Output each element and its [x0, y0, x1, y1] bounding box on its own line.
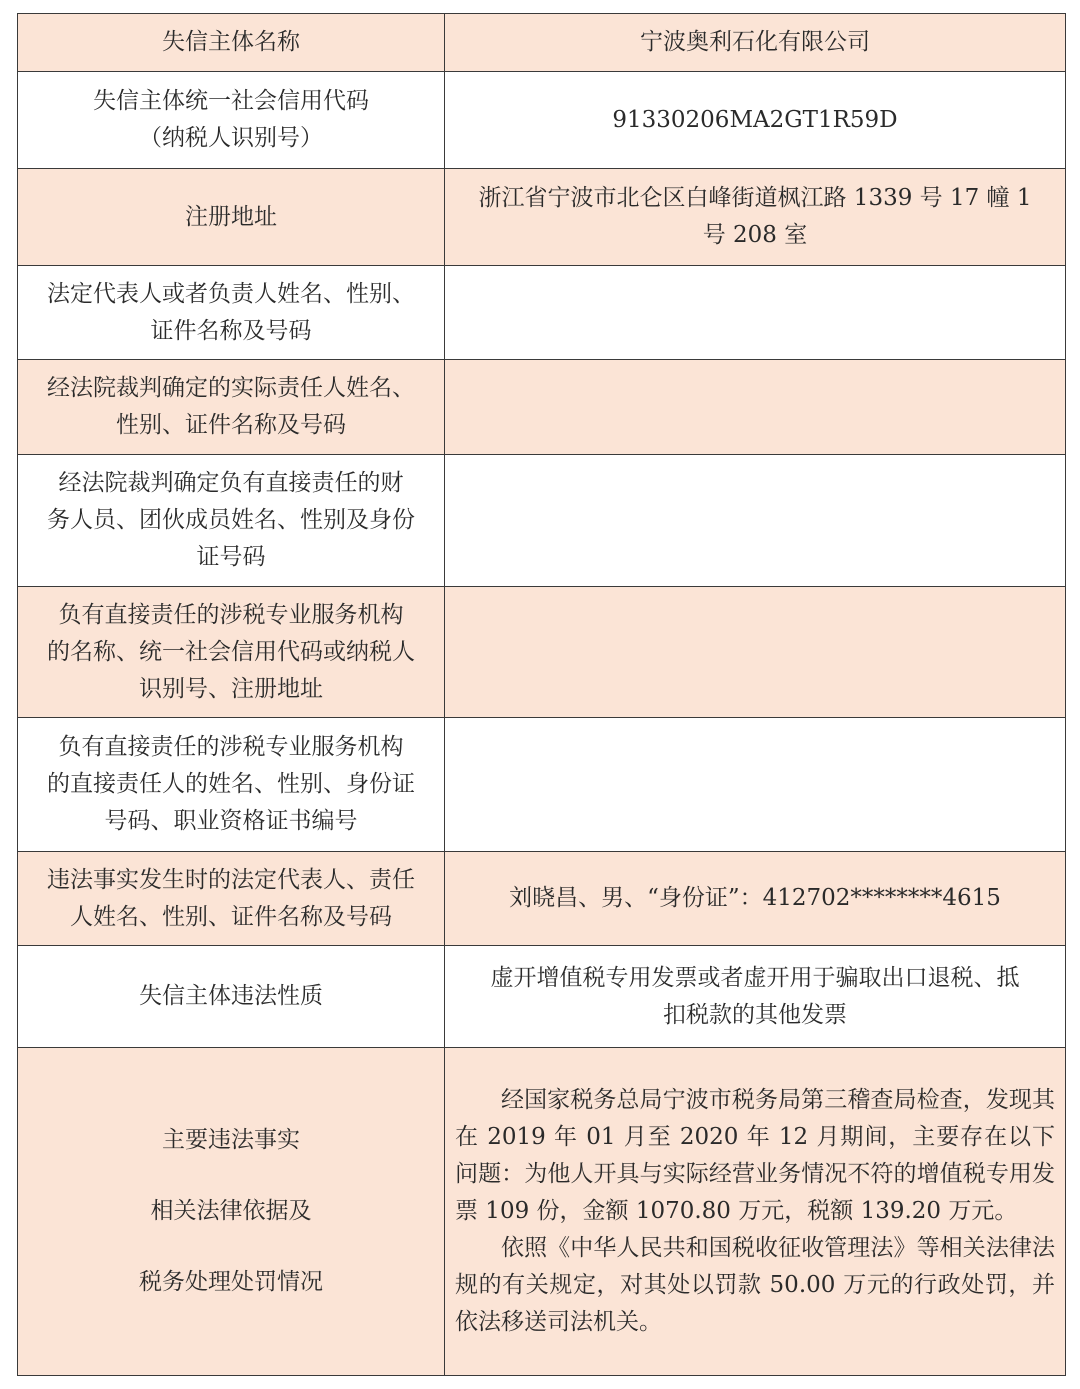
- row-label: [18, 72, 445, 169]
- row-value: [445, 852, 1066, 946]
- row-label: [18, 169, 445, 266]
- row-label: [18, 852, 445, 946]
- table-row: [18, 587, 1066, 718]
- value-line: 号 208 室: [702, 222, 808, 248]
- credit-info-table: [17, 13, 1066, 1376]
- label-line: 负有直接责任的涉税专业服务机构: [58, 601, 404, 628]
- row-label: [18, 718, 445, 852]
- row-value: [445, 72, 1066, 169]
- row-label: [18, 587, 445, 718]
- table-row: [18, 852, 1066, 946]
- label-line: 人姓名、性别、证件名称及号码: [70, 903, 392, 930]
- label-line: 识别号、注册地址: [139, 675, 323, 702]
- row-value-empty: [445, 587, 1066, 718]
- paragraph: 经国家税务总局宁波市税务局第三稽查局检查，发现其在 2019 年 01 月至 2020 年 12 月期间，主要存在以下问题：为他人开具与实际经营业务情况不符的增值税专用发票 109 份，金额 1070.80 万元，税额 139.20 万元。: [455, 1087, 1055, 1224]
- row-value-empty: [445, 718, 1066, 852]
- value-line: 91330206MA2GT1R59D: [612, 106, 898, 133]
- row-label: [18, 266, 445, 360]
- row-label: [18, 360, 445, 455]
- value-line: 宁波奥利石化有限公司: [640, 29, 870, 55]
- label-line: 证号码: [196, 544, 266, 570]
- label-line: 违法事实发生时的法定代表人、责任: [47, 866, 415, 893]
- table-row: [18, 169, 1066, 266]
- table-row: [18, 266, 1066, 360]
- value-line: 虚开增值税专用发票或者虚开用于骗取出口退税、抵: [490, 964, 1020, 991]
- table-row: [18, 72, 1066, 169]
- label-line: 注册地址: [185, 203, 277, 230]
- label-line: 失信主体统一社会信用代码: [93, 88, 369, 114]
- row-value-empty: [445, 360, 1066, 455]
- value-line: 扣税款的其他发票: [663, 1001, 847, 1028]
- row-label: [18, 455, 445, 587]
- table-row: [18, 360, 1066, 455]
- label-line: 的名称、统一社会信用代码或纳税人: [47, 638, 415, 665]
- row-value: [445, 14, 1066, 72]
- label-line: 税务处理处罚情况: [139, 1269, 323, 1295]
- table-row: [18, 946, 1066, 1048]
- table-row: [18, 455, 1066, 587]
- label-line: 性别、证件名称及号码: [116, 412, 346, 438]
- label-line: 号码、职业资格证书编号: [104, 808, 358, 834]
- label-line: 主要违法事实: [162, 1127, 300, 1153]
- table-row: [18, 14, 1066, 72]
- row-value: [445, 946, 1066, 1048]
- label-line: 证件名称及号码: [150, 317, 312, 344]
- value-line: 浙江省宁波市北仑区白峰街道枫江路 1339 号 17 幢 1: [478, 185, 1032, 211]
- label-line: 的直接责任人的姓名、性别、身份证: [47, 771, 415, 797]
- label-line: 负有直接责任的涉税专业服务机构: [58, 734, 404, 760]
- row-label: [18, 946, 445, 1048]
- table-row: [18, 718, 1066, 852]
- label-line: 务人员、团伙成员姓名、性别及身份: [47, 507, 415, 533]
- paragraph: 依照《中华人民共和国税收征收管理法》等相关法律法规的有关规定，对其处以罚款 50.00 万元的行政处罚，并依法移送司法机关。: [455, 1235, 1055, 1335]
- row-value-empty: [445, 455, 1066, 587]
- label-line: 经法院裁判确定负有直接责任的财: [58, 470, 404, 496]
- label-line: 经法院裁判确定的实际责任人姓名、: [47, 375, 415, 401]
- row-label: [18, 14, 445, 72]
- label-line: 相关法律依据及: [150, 1198, 312, 1224]
- label-line: 失信主体违法性质: [139, 983, 323, 1009]
- label-line: 失信主体名称: [162, 29, 300, 55]
- row-label: [18, 1048, 445, 1376]
- value-line: 刘晓昌、男、“身份证”：412702********4615: [509, 885, 1001, 911]
- label-line: （纳税人识别号）: [139, 125, 323, 151]
- table-row: [18, 1048, 1066, 1376]
- row-value-empty: [445, 266, 1066, 360]
- row-value: [445, 169, 1066, 266]
- row-value-paragraphs: [445, 1048, 1066, 1376]
- label-line: 法定代表人或者负责人姓名、性别、: [47, 280, 415, 307]
